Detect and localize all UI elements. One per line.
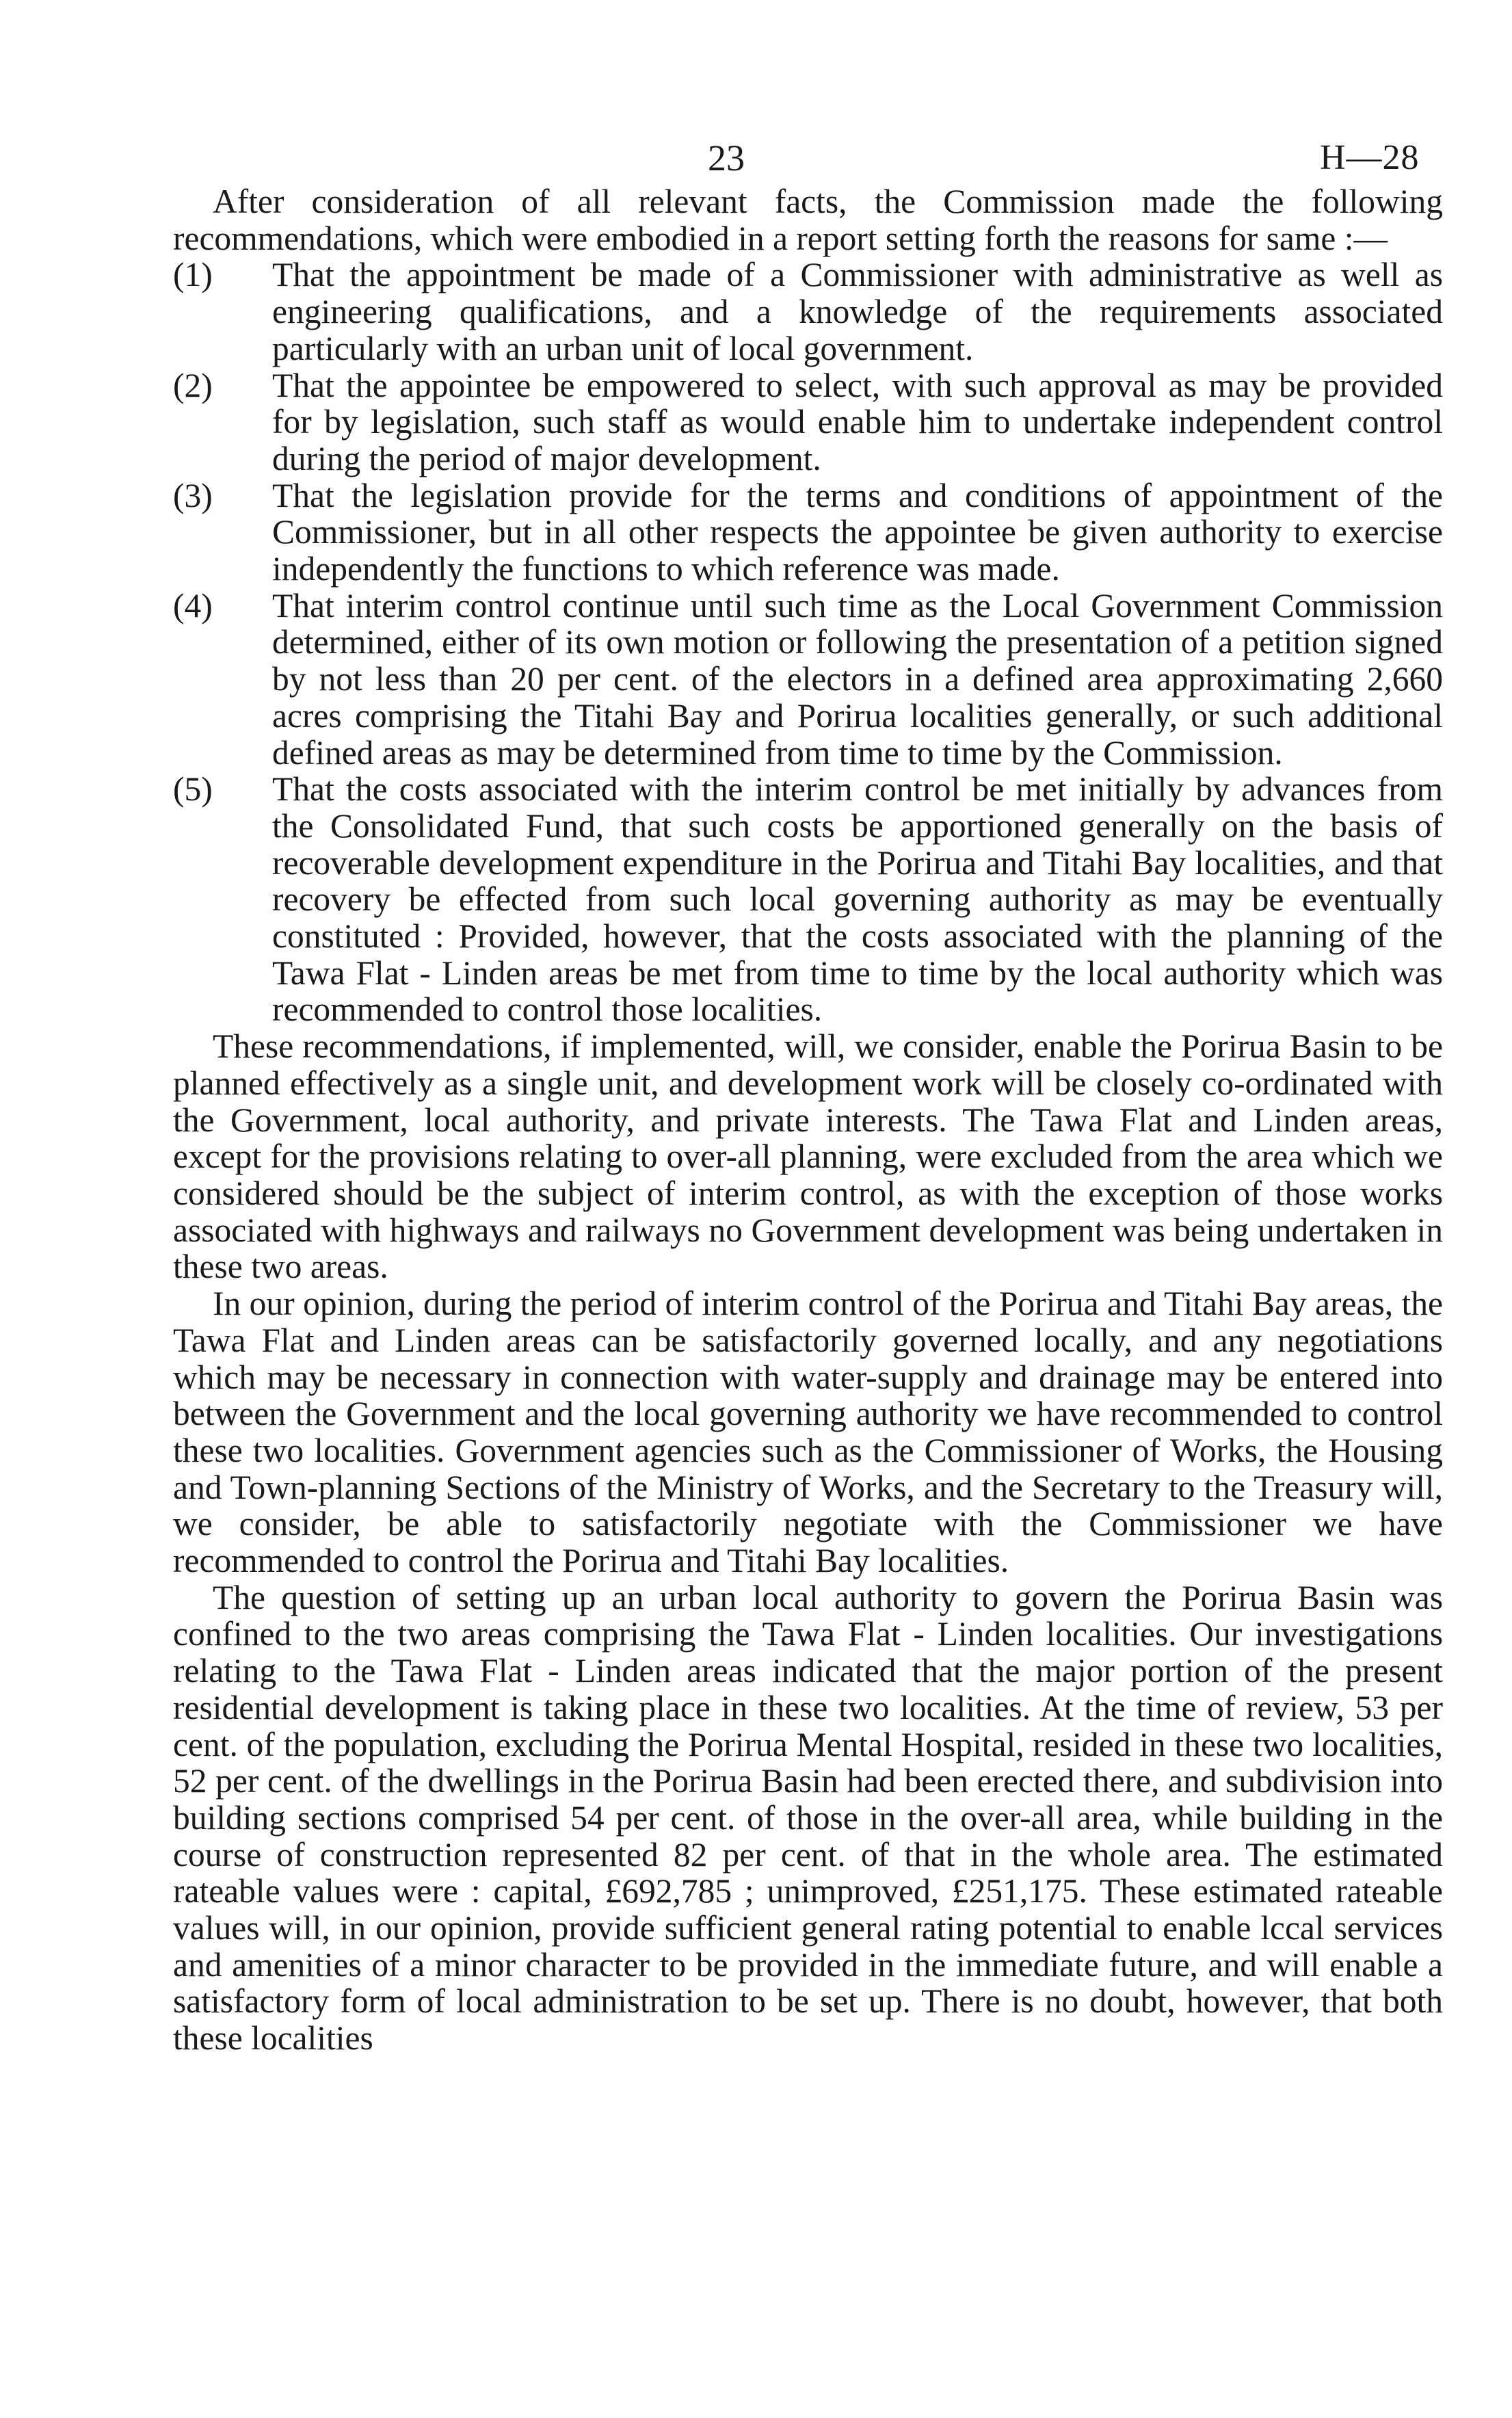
body-paragraph: The question of setting up an urban local authority to govern the Porirua Basin was confined to the two areas comprising the Tawa Flat - Linden localities. Our investigations relating to the Tawa Flat - Linden areas indicated that the major portion of the present residential development is taking place in these two localities. At the time of review, 53 per cent. of the population, excluding the Porirua Mental Hospital, resided in these two localities, 52 per cent. of the dwellings in the Porirua Basin had been erected there, and subdivision into building sections comprised 54 per cent. of those in the over-all area, while building in the course of construction represented 82 per cent. of that in the whole area. The estimated rateable values were : capital, £692,785 ; unimproved, £251,175. These estimated rateable values will, in our opinion, provide sufficient general rating potential to enable lccal services and amenities of a minor character to be provided in the immediate future, and will enable a satisfactory form of local administration to be set up. There is no doubt, however, that both these localities [173,1578,1443,2058]
body-paragraph: These recommendations, if implemented, will, we consider, enable the Porirua Basin to be planned effectively as a single unit, and development work will be closely co-ordinated with the Government, local authority, and private interests. The Tawa Flat and Linden areas, except for the provisions relating to over-all planning, were excluded from the area which we considered should be the subject of interim control, as with the exception of those works associated with highways and railways no Government development was being undertaken in these two areas. [173,1027,1443,1286]
recommendation-item [173,257,1443,367]
recommendation-text: That the appointment be made of a Commissioner with administrative as well as engineering qualifications, and a knowledge of the requirements associated particularly with an urban unit of local government. [272,256,1443,367]
page-number: 23 [708,137,745,179]
page-header [0,134,1512,182]
recommendation-item [173,771,1443,1028]
recommendation-text: That interim control continue until such time as the Local Government Commission determined, either of its own motion or following the presentation of a petition signed by not less than 20 per cent. of the electors in a defined area approximating 2,660 acres comprising the Titahi Bay and Porirua localities generally, or such additional defined areas as may be determined from time to time by the Commission. [272,586,1443,772]
recommendation-item [173,477,1443,588]
recommendation-number: (4) [173,586,213,625]
document-reference: H—28 [1320,138,1420,177]
recommendation-item [173,367,1443,477]
recommendation-number: (5) [173,770,213,809]
recommendations-list [173,257,1443,1028]
recommendation-item [173,588,1443,772]
body-text [173,183,1443,2057]
recommendation-number: (3) [173,476,213,514]
recommendation-text: That the appointee be empowered to select, with such approval as may be provided for by legislation, such staff as would enable him to undertake independent control during the period of major development. [272,366,1443,477]
body-paragraph: In our opinion, during the period of interim control of the Porirua and Titahi Bay areas, the Tawa Flat and Linden areas can be satisfactorily governed locally, and any negotiations which may be necessary in connection with water-supply and drainage may be entered into between the Government and the local governing authority we have recommended to control these two localities. Government agencies such as the Commissioner of Works, the Housing and Town-planning Sections of the Ministry of Works, and the Secretary to the Treasury will, we consider, be able to satisfactorily negotiate with the Commissioner we have recommended to control the Porirua and Titahi Bay localities. [173,1285,1443,1580]
recommendation-number: (2) [173,366,213,404]
intro-paragraph: After consideration of all relevant facts, the Commission made the following recommendations, which were embodied in a report setting forth the reasons for same :— [173,183,1443,257]
recommendation-text: That the costs associated with the interim control be met initially by advances from the Consolidated Fund, that such costs be apportioned generally on the basis of recoverable development expenditure in the Porirua and Titahi Bay localities, and that recovery be effected from such local governing authority as may be eventually constituted : Provided, however, that the costs associated with the planning of the Tawa Flat - Linden areas be met from time to time by the local authority which was recommended to control those localities. [272,770,1443,1029]
recommendation-text: That the legislation provide for the terms and conditions of appointment of the Commissioner, but in all other respects the appointee be given authority to exercise independently the functions to which reference was made. [272,476,1443,588]
recommendation-number: (1) [173,256,213,294]
